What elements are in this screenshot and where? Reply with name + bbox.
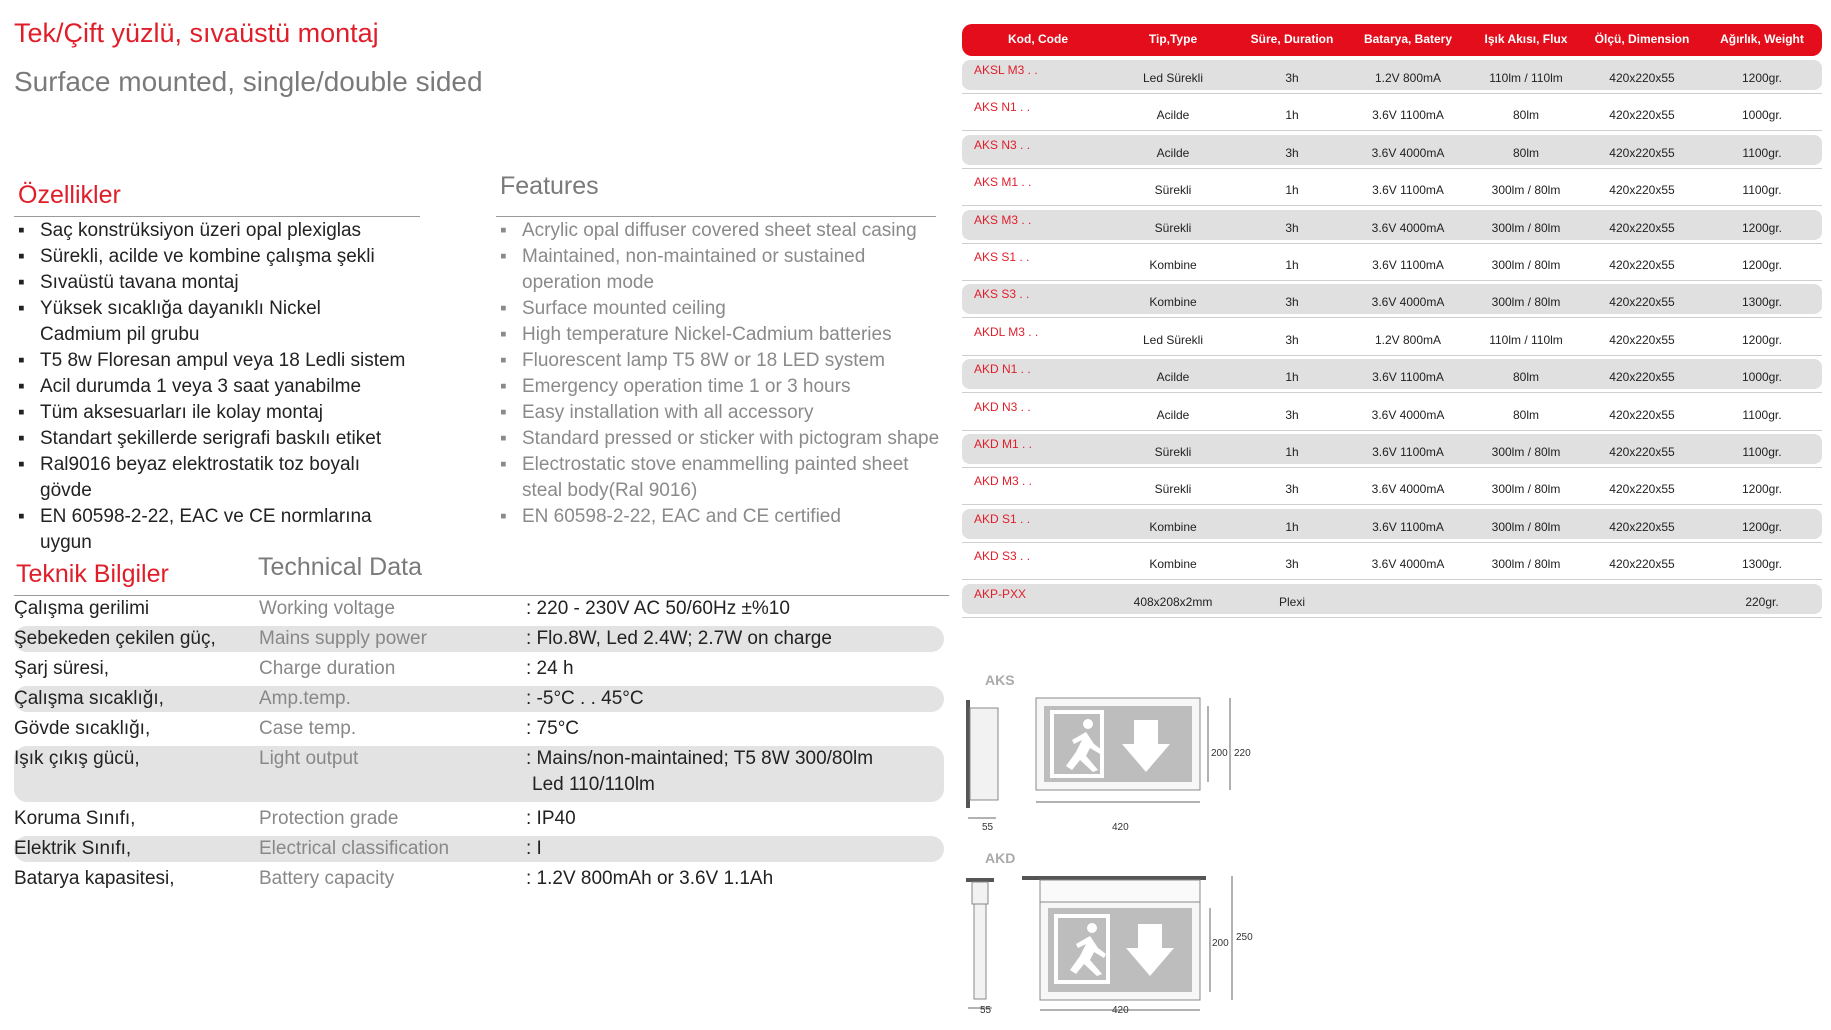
table-cell: 1h (1285, 370, 1299, 385)
table-cell: 1200gr. (1741, 258, 1783, 272)
list-item: ▪ Tüm aksesuarları ile kolay montaj (18, 402, 323, 423)
list-item: ▪ Acil durumda 1 veya 3 saat yanabilme (18, 376, 362, 397)
table-cell: 300lm / 80lm (1491, 220, 1561, 235)
list-item: ▪ T5 8w Floresan ampul veya 18 Ledli sistem (18, 350, 406, 371)
product-code: AKD S1 . . (974, 511, 1031, 526)
table-cell: 1300gr. (1741, 557, 1783, 572)
table-cell: Kombine (1149, 519, 1197, 534)
list-item: ▪ Standard pressed or sticker with pictogram shape (500, 428, 940, 449)
divider (962, 504, 1822, 505)
table-cell: 80lm (1512, 370, 1540, 385)
column-header: Süre, Duration (1250, 32, 1334, 46)
table-cell: 420x220x55 (1609, 258, 1675, 272)
table-cell: 300lm / 80lm (1491, 183, 1561, 198)
table-cell: 420x220x55 (1609, 71, 1675, 85)
dim-inner-height: 200 (1212, 938, 1229, 949)
diagram-label-aks: AKS (985, 672, 1015, 688)
table-cell: 3h (1285, 482, 1299, 497)
table-cell: 3.6V 4000mA (1371, 482, 1445, 497)
divider (962, 168, 1822, 169)
dim-depth: 55 (982, 822, 994, 833)
table-row (962, 172, 1822, 202)
table-row (962, 471, 1822, 501)
spec-row: Gövde sıcaklığı, Case temp. : 75°C (14, 718, 580, 739)
table-row (962, 247, 1822, 277)
table-cell: 3h (1285, 332, 1299, 347)
table-cell: 110lm / 110lm (1489, 71, 1563, 85)
divider (962, 617, 1822, 618)
table-row (962, 509, 1822, 539)
table-cell: 1100gr. (1742, 445, 1782, 459)
table-cell: Sürekli (1154, 220, 1192, 235)
table-cell: Kombine (1149, 258, 1197, 272)
table-row (962, 434, 1822, 464)
list-item: ▪ Yüksek sıcaklığa dayanıklı Nickel Cadmium pil grubu (18, 298, 321, 345)
list-item: ▪ Emergency operation time 1 or 3 hours (500, 376, 851, 397)
table-cell: 1200gr. (1741, 71, 1783, 85)
table-cell: 220gr. (1745, 594, 1779, 609)
divider (962, 243, 1822, 244)
table-cell: 3.6V 4000mA (1371, 407, 1445, 422)
mount-plate (966, 700, 970, 808)
table-cell: 3.6V 4000mA (1371, 145, 1445, 160)
table-cell: 420x220x55 (1609, 145, 1675, 160)
product-code: AKS M3 . . (974, 212, 1032, 227)
table-cell: 1.2V 800mA (1374, 332, 1442, 347)
table-cell: Acilde (1156, 145, 1190, 160)
dim-width: 420 (1112, 822, 1129, 833)
table-cell: 80lm (1512, 407, 1540, 422)
table-cell: Kombine (1149, 557, 1197, 572)
column-header: Ölçü, Dimension (1594, 32, 1690, 46)
product-code: AKS N1 . . (974, 100, 1031, 115)
table-cell: 3.6V 4000mA (1371, 557, 1445, 572)
table-cell: 408x208x2mm (1133, 594, 1213, 609)
table-row (962, 546, 1822, 576)
page-title-tr: Tek/Çift yüzlü, sıvaüstü montaj (14, 18, 379, 48)
column-header: Ağırlık, Weight (1720, 32, 1804, 46)
divider (962, 317, 1822, 318)
dim-outer-height: 220 (1234, 748, 1251, 759)
table-cell: 1000gr. (1741, 370, 1783, 385)
product-code: AKD N1 . . (974, 362, 1031, 377)
table-row (962, 97, 1822, 127)
table-cell: 300lm / 80lm (1491, 519, 1561, 534)
side-body (970, 708, 998, 800)
page-title-en: Surface mounted, single/double sided (14, 66, 483, 97)
list-item: ▪ EN 60598-2-22, EAC and CE certified (500, 506, 841, 527)
table-cell: 300lm / 80lm (1491, 258, 1561, 272)
table-cell: 3.6V 1100mA (1372, 519, 1444, 534)
table-cell: Sürekli (1154, 445, 1192, 459)
list-item: ▪ Easy installation with all accessory (500, 402, 814, 423)
table-cell: Led Sürekli (1142, 332, 1204, 347)
divider (962, 392, 1822, 393)
divider (962, 355, 1822, 356)
technical-en-heading: Technical Data (258, 553, 422, 581)
table-cell: 300lm / 80lm (1491, 445, 1561, 459)
column-header: Işık Akısı, Flux (1484, 32, 1568, 46)
spec-row: Işık çıkış gücü, Light output : Mains/non-maintained; T5 8W 300/80lm Led 110/110lm (14, 746, 944, 802)
product-code: AKDL M3 . . (974, 324, 1039, 339)
table-row (962, 322, 1822, 352)
list-item: ▪ EN 60598-2-22, EAC ve CE normlarına uygun (18, 506, 372, 553)
table-cell: 420x220x55 (1609, 407, 1675, 422)
list-item: ▪ Acrylic opal diffuser covered sheet steal casing (500, 220, 917, 241)
features-en-heading: Features (500, 172, 599, 200)
table-cell: 80lm (1512, 108, 1540, 123)
table-row (962, 284, 1822, 314)
table-cell: 3.6V 4000mA (1371, 295, 1445, 310)
table-cell: 420x220x55 (1609, 332, 1675, 347)
features-tr-list (14, 218, 414, 556)
product-code: AKD M1 . . (974, 437, 1033, 451)
spec-row: Batarya kapasitesi, Battery capacity : 1.2V 800mAh or 3.6V 1.1Ah (14, 868, 774, 889)
table-cell: 300lm / 80lm (1491, 295, 1561, 310)
spec-row: Koruma Sınıfı, Protection grade : IP40 (14, 808, 576, 829)
table-cell: 1300gr. (1741, 295, 1783, 310)
table-cell: Led Sürekli (1142, 71, 1204, 85)
table-cell: 3.6V 1100mA (1372, 370, 1444, 385)
divider (962, 579, 1822, 580)
table-cell: Plexi (1278, 594, 1306, 609)
divider (962, 542, 1822, 543)
table-cell: 1h (1285, 519, 1299, 534)
divider (496, 216, 936, 217)
spec-row: Şarj süresi, Charge duration : 24 h (14, 658, 574, 679)
table-cell: 1100gr. (1742, 407, 1782, 422)
spec-row: Çalışma gerilimi Working voltage : 220 - 230V AC 50/60Hz ±%10 (14, 598, 790, 619)
product-code: AKD S3 . . (974, 549, 1031, 564)
product-code: AKS S1 . . (974, 250, 1030, 264)
column-header: Kod, Code (1008, 32, 1068, 46)
table-row (962, 135, 1822, 165)
table-cell: 3h (1285, 145, 1299, 160)
dim-outer-height: 250 (1236, 932, 1253, 943)
product-code: AKS M1 . . (974, 175, 1032, 190)
divider (962, 280, 1822, 281)
column-header: Batarya, Batery (1363, 32, 1453, 46)
table-cell: 3h (1285, 71, 1299, 85)
divider (962, 130, 1822, 131)
table-cell: 420x220x55 (1609, 183, 1675, 198)
table-cell: 420x220x55 (1609, 482, 1675, 497)
ceiling-plate (966, 878, 994, 882)
table-cell: 3h (1285, 557, 1299, 572)
list-item: ▪ Sıvaüstü tavana montaj (18, 272, 239, 293)
hanger (972, 882, 988, 904)
table-cell: 1h (1285, 445, 1299, 459)
table-cell: 110lm / 110lm (1489, 332, 1563, 347)
dim-inner-height: 200 (1211, 748, 1228, 759)
table-row (962, 60, 1822, 90)
table-cell: 1000gr. (1741, 108, 1783, 123)
table-cell: 420x220x55 (1609, 519, 1675, 534)
table-cell: 1h (1285, 258, 1299, 272)
table-cell: 3.6V 4000mA (1371, 220, 1445, 235)
technical-tr-heading: Teknik Bilgiler (16, 560, 169, 588)
column-header: Tip,Type (1148, 32, 1198, 46)
list-item: ▪ Sürekli, acilde ve kombine çalışma şekli (18, 246, 375, 267)
table-cell: 420x220x55 (1609, 557, 1675, 572)
table-cell: 3.6V 1100mA (1372, 183, 1444, 198)
spec-row: Şebekeden çekilen güç, Mains supply power : Flo.8W, Led 2.4W; 2.7W on charge (14, 626, 944, 652)
product-code: AKS S3 . . (974, 287, 1030, 302)
table-row (962, 584, 1822, 614)
table-cell: 3.6V 1100mA (1372, 258, 1444, 272)
product-code: AKD N3 . . (974, 399, 1031, 414)
features-en-list (496, 218, 946, 530)
ceiling-plate (1022, 876, 1206, 880)
header-strip (1040, 880, 1200, 902)
divider (962, 430, 1822, 431)
list-item: ▪ Ral9016 beyaz elektrostatik toz boyalı gövde (18, 454, 361, 501)
table-cell: 1200gr. (1741, 482, 1783, 497)
table-cell: 3.6V 1100mA (1372, 108, 1444, 123)
table-cell: 1100gr. (1742, 145, 1782, 160)
features-tr-heading: Özellikler (18, 181, 121, 209)
side-body (974, 904, 986, 999)
divider (14, 216, 420, 217)
product-code: AKD M3 . . (974, 474, 1033, 489)
table-cell: Acilde (1156, 407, 1190, 422)
product-code: AKSL M3 . . (974, 63, 1038, 77)
table-cell: 3.6V 1100mA (1372, 445, 1444, 459)
table-cell: Kombine (1149, 295, 1197, 310)
diagram-label-akd: AKD (985, 850, 1016, 866)
table-cell: 3h (1285, 220, 1299, 235)
table-cell: 1200gr. (1741, 519, 1783, 534)
dim-width: 420 (1112, 1005, 1129, 1016)
table-cell: Sürekli (1154, 482, 1192, 497)
table-cell: 420x220x55 (1609, 295, 1675, 310)
table-header (962, 24, 1822, 56)
dim-depth: 55 (980, 1005, 992, 1016)
list-item: ▪ Surface mounted ceiling (500, 298, 726, 319)
table-cell: 1100gr. (1742, 183, 1782, 198)
spec-row: Çalışma sıcaklığı, Amp.temp. : -5°C . . 45°C (14, 686, 944, 712)
table-row (962, 359, 1822, 389)
table-cell: 80lm (1512, 145, 1540, 160)
table-cell: 1200gr. (1741, 220, 1783, 235)
table-cell: 1.2V 800mA (1374, 71, 1442, 85)
table-cell: Acilde (1156, 108, 1190, 123)
table-cell: 3h (1285, 295, 1299, 310)
table-cell: 3h (1285, 407, 1299, 422)
table-row (962, 210, 1822, 240)
divider (962, 205, 1822, 206)
list-item: ▪ Maintained, non-maintained or sustained operation mode (500, 246, 866, 293)
table-cell: 1h (1285, 108, 1299, 123)
list-item: ▪ Saç konstrüksiyon üzeri opal plexiglas (18, 220, 362, 241)
list-item: ▪ Fluorescent lamp T5 8W or 18 LED system (500, 350, 885, 371)
table-row (962, 397, 1822, 427)
table-cell: 420x220x55 (1609, 445, 1675, 459)
table-cell: 1200gr. (1741, 332, 1783, 347)
product-code: AKS N3 . . (974, 137, 1031, 152)
table-cell: Acilde (1156, 370, 1190, 385)
table-cell: 1h (1285, 183, 1299, 198)
list-item: ▪ Standart şekillerde serigrafi baskılı etiket (18, 428, 382, 449)
list-item: ▪ High temperature Nickel-Cadmium batteries (500, 324, 892, 345)
list-item: ▪ Electrostatic stove enammelling painted sheet steal body(Ral 9016) (500, 454, 909, 501)
table-cell: 420x220x55 (1609, 108, 1675, 123)
aks-dimension-drawing (960, 690, 1260, 835)
table-cell: 420x220x55 (1609, 370, 1675, 385)
spec-row: Elektrik Sınıfı, Electrical classification : I (14, 836, 944, 862)
table-cell: 300lm / 80lm (1491, 482, 1561, 497)
table-cell: 300lm / 80lm (1491, 557, 1561, 572)
divider (962, 467, 1822, 468)
table-cell: Sürekli (1154, 183, 1192, 198)
table-cell: 420x220x55 (1609, 220, 1675, 235)
product-code: AKP-PXX (974, 586, 1027, 601)
divider (962, 93, 1822, 94)
